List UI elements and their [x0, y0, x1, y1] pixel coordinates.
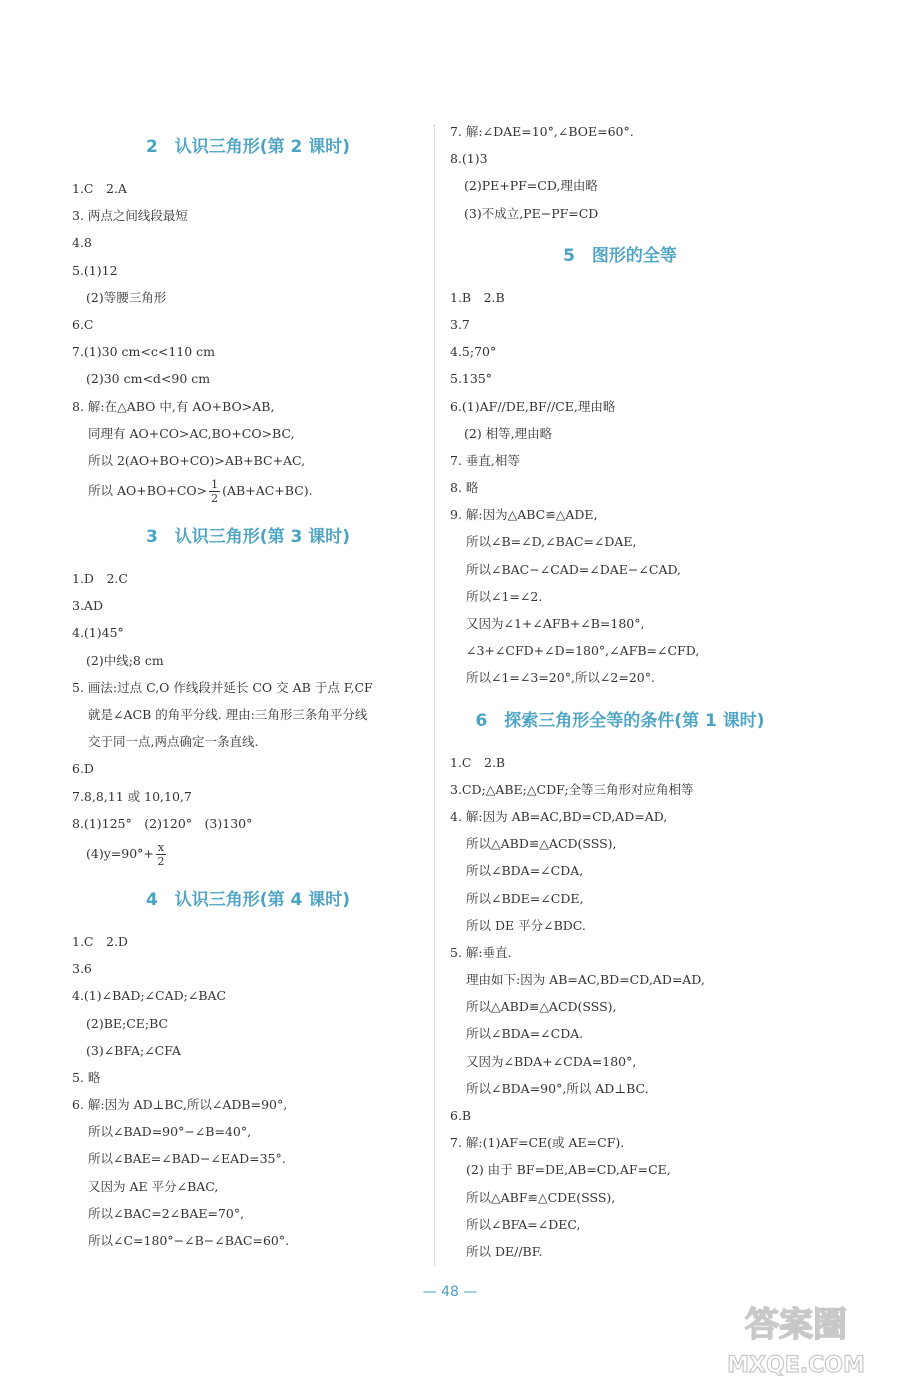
- answer-line: 6.(1)AF//DE,BF//CE,理由略: [450, 398, 616, 414]
- answer-line: 又因为∠1+∠AFB+∠B=180°,: [466, 616, 645, 631]
- answer-line: 理由如下:因为 AB=AC,BD=CD,AD=AD,: [466, 972, 705, 988]
- answer-line: (2)BE;CE;BC: [86, 1015, 169, 1031]
- answer-line: 6.D: [72, 761, 94, 777]
- answer-line: 7. 垂直,相等: [450, 452, 520, 468]
- answer-line: 所以∠BAE=∠BAD−∠EAD=35°.: [88, 1151, 286, 1167]
- answer-line: 所以 2(AO+BO+CO)>AB+BC+AC,: [88, 452, 306, 468]
- answer-line: (3)∠BFA;∠CFA: [86, 1042, 181, 1058]
- answer-line: 所以∠BAD=90°−∠B=40°,: [88, 1124, 252, 1140]
- answer-line: (2) 由于 BF=DE,AB=CD,AF=CE,: [466, 1162, 671, 1178]
- answer-line: 4.8: [72, 235, 92, 251]
- answer-line: 所以∠BDA=∠CDA,: [466, 863, 584, 879]
- answer-line: 3.AD: [72, 598, 103, 614]
- answer-line: 5.135°: [450, 371, 493, 387]
- answer-line: 所以∠B=∠D,∠BAC=∠DAE,: [466, 534, 637, 550]
- answer-line: 所以∠BFA=∠DEC,: [466, 1216, 581, 1232]
- answer-line: 7.(1)30 cm<c<110 cm: [72, 344, 215, 360]
- answer-line: 1.C 2.A: [72, 181, 127, 196]
- answer-line: 8.(1)3: [450, 151, 488, 167]
- section-title: 4 认识三角形(第 4 课时): [145, 889, 351, 910]
- watermark-logo: [706, 1292, 886, 1382]
- answer-line: 7.8,8,11 或 10,10,7: [72, 788, 192, 804]
- fraction: [209, 478, 220, 505]
- answer-line: 5. 解:垂直.: [450, 944, 512, 960]
- answer-line: 1.C 2.D: [72, 933, 128, 949]
- answer-line: 所以 DE 平分∠BDC.: [466, 917, 586, 933]
- text: (4)y=90°+: [86, 845, 154, 861]
- fraction: [156, 841, 166, 868]
- answer-line: 所以∠1=∠2.: [466, 588, 543, 604]
- answer-line: 同理有 AO+CO>AC,BO+CO>BC,: [88, 425, 295, 441]
- answer-line: 3.6: [72, 961, 92, 977]
- answer-line: 所以∠C=180°−∠B−∠BAC=60°.: [88, 1233, 290, 1248]
- answer-line: 所以△ABF≌△CDE(SSS),: [466, 1189, 616, 1205]
- section-title: 3 认识三角形(第 3 课时): [145, 527, 351, 548]
- answer-line: 3.7: [450, 316, 470, 332]
- answer-line: (3)不成立,PE−PF=CD: [464, 205, 599, 221]
- section-title: 6 探索三角形全等的条件(第 1 课时): [475, 710, 765, 731]
- answer-line: 6.B: [450, 1108, 472, 1123]
- answer-line: 8. 略: [450, 480, 479, 496]
- section-title: 2 认识三角形(第 2 课时): [145, 137, 351, 157]
- answer-line: 又因为∠BDA+∠CDA=180°,: [466, 1053, 637, 1069]
- answer-line: (2)PE+PF=CD,理由略: [464, 178, 598, 194]
- answer-line: ∠3+∠CFD+∠D=180°,∠AFB=∠CFD,: [466, 643, 700, 659]
- answer-line: 4. 解:因为 AB=AC,BD=CD,AD=AD,: [450, 808, 668, 824]
- answer-line: 8. 解:在△ABO 中,有 AO+BO>AB,: [72, 398, 275, 414]
- answer-line: [72, 837, 424, 871]
- answer-line: 3. 两点之间线段最短: [72, 208, 188, 224]
- answer-line: 所以∠BDE=∠CDE,: [466, 890, 584, 906]
- answer-line: 6.C: [72, 316, 94, 332]
- answer-line: 7. 解:(1)AF=CE(或 AE=CF).: [450, 1135, 625, 1151]
- page-number: — 48 —: [422, 1284, 478, 1300]
- answer-line: 所以∠BDA=∠CDA.: [466, 1026, 584, 1042]
- answer-line: (2)30 cm<d<90 cm: [86, 371, 211, 387]
- text: 所以 AO+BO+CO>: [88, 483, 208, 499]
- answer-line: 就是∠ACB 的角平分线. 理由:三角形三条角平分线: [88, 707, 368, 722]
- answer-line: 9. 解:因为△ABC≌△ADE,: [450, 507, 598, 523]
- answer-line: 5. 画法:过点 C,O 作线段并延长 CO 交 AB 于点 F,CF: [72, 679, 373, 695]
- answer-line: 所以 DE//BF.: [466, 1243, 543, 1259]
- answer-line: 1.B 2.B: [450, 289, 505, 305]
- answer-line: 交于同一点,两点确定一条直线.: [88, 734, 259, 750]
- answer-line: 4.(1)∠BAD;∠CAD;∠BAC: [72, 988, 227, 1004]
- answer-line: [72, 474, 424, 508]
- answer-line: 5. 略: [72, 1069, 101, 1085]
- answer-line: 6. 解:因为 AD⊥BC,所以∠ADB=90°,: [72, 1097, 288, 1113]
- answer-line: (2) 相等,理由略: [464, 425, 553, 441]
- answer-line: 所以△ABD≌△ACD(SSS),: [466, 836, 617, 852]
- answer-line: 所以△ABD≌△ACD(SSS),: [466, 999, 617, 1015]
- answer-line: 4.5;70°: [450, 344, 497, 360]
- watermark-text-top: 答案圈: [745, 1305, 847, 1345]
- watermark-text-bottom: MXQE.COM: [727, 1353, 865, 1378]
- answer-line: 又因为 AE 平分∠BAC,: [88, 1178, 219, 1194]
- answer-line: 7. 解:∠DAE=10°,∠BOE=60°.: [450, 124, 634, 139]
- left-column: [72, 118, 424, 1254]
- answer-line: 5.(1)12: [72, 262, 118, 278]
- answer-line: 所以∠BAC=2∠BAE=70°,: [88, 1205, 245, 1221]
- answer-line: (2)中线;8 cm: [86, 652, 164, 668]
- answer-line: 所以∠BAC−∠CAD=∠DAE−∠CAD,: [466, 561, 682, 577]
- answer-line: 所以∠BDA=90°,所以 AD⊥BC.: [466, 1080, 649, 1096]
- answer-line: 所以∠1=∠3=20°,所以∠2=20°.: [466, 670, 655, 686]
- text: (AB+AC+BC).: [222, 483, 313, 499]
- fraction-denominator: 2: [157, 854, 165, 868]
- answer-line: 4.(1)45°: [72, 625, 124, 641]
- right-column: [450, 118, 790, 1265]
- column-divider: [434, 125, 435, 1265]
- watermark-graphic: [706, 1292, 886, 1382]
- fraction-numerator: 1: [211, 478, 219, 492]
- section-title: 5 图形的全等: [563, 245, 677, 266]
- fraction-denominator: 2: [211, 492, 219, 506]
- answer-line: (2)等腰三角形: [86, 289, 167, 305]
- answer-line: 1.D 2.C: [72, 571, 128, 587]
- answer-line: 3.CD;△ABE;△CDF;全等三角形对应角相等: [450, 781, 694, 797]
- answer-line: 8.(1)125° (2)120° (3)130°: [72, 815, 253, 831]
- answer-line: 1.C 2.B: [450, 754, 506, 770]
- fraction-numerator: x: [157, 840, 165, 854]
